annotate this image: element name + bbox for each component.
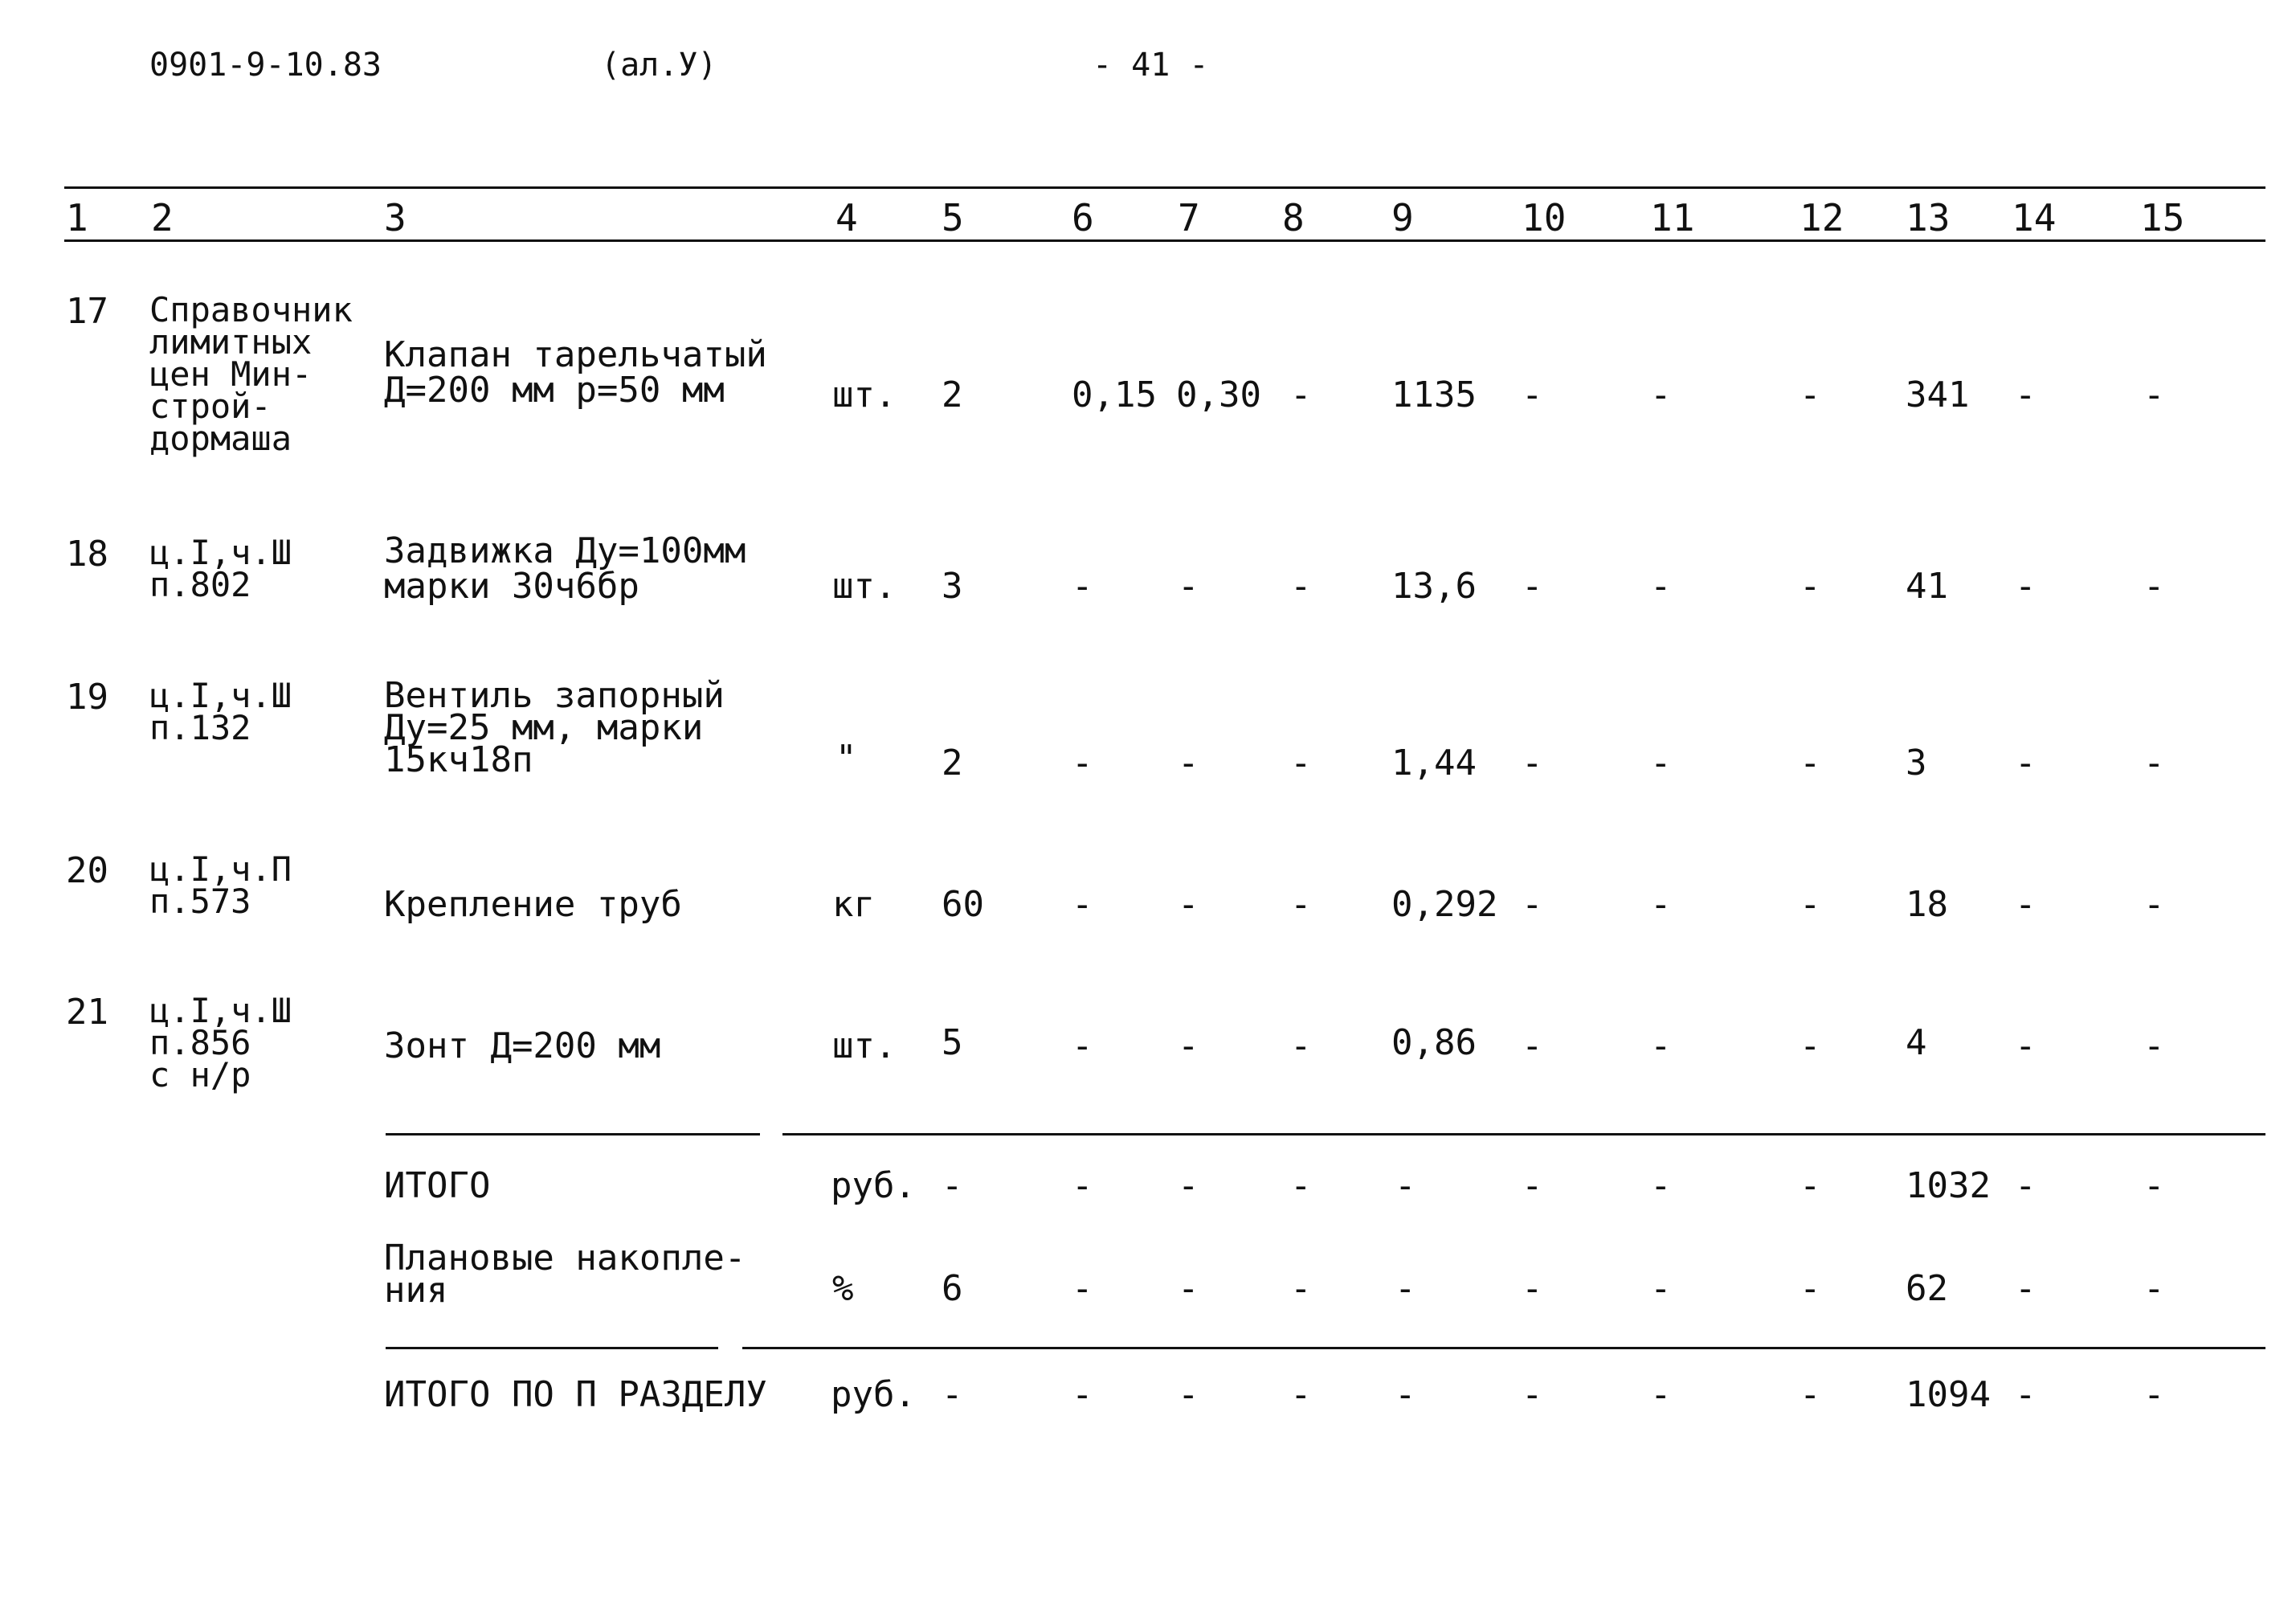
column-5-value: - <box>942 1165 963 1206</box>
row-number: 19 <box>66 677 108 718</box>
total-cost: 3 <box>1906 743 1927 784</box>
column-10-value: - <box>1522 374 1543 415</box>
column-15-value: - <box>2143 374 2165 415</box>
grand-total-rule-right <box>742 1347 2265 1349</box>
row-number: 17 <box>66 291 108 332</box>
total-cost: 341 <box>1906 374 1970 415</box>
column-9-value: - <box>1395 1374 1416 1415</box>
column-12-value: - <box>1800 1268 1821 1309</box>
column-7-value: - <box>1178 743 1199 784</box>
page-header <box>0 47 2296 95</box>
column-12-value: - <box>1800 566 1821 607</box>
column-15-value: - <box>2143 1165 2165 1206</box>
column-14-value: - <box>2015 1165 2037 1206</box>
row-number: 20 <box>66 850 108 891</box>
column-header-15: 15 <box>2140 196 2185 239</box>
column-10-value: - <box>1522 1025 1543 1066</box>
column-14-value: - <box>2015 374 2037 415</box>
price-source: ц.I,ч.Ш п.802 <box>149 533 292 604</box>
column-14-value: - <box>2015 1374 2037 1415</box>
column-header-5: 5 <box>942 196 964 239</box>
column-header-rule <box>64 239 2265 242</box>
column-7-value: - <box>1178 566 1199 607</box>
column-6-value: - <box>1072 566 1093 607</box>
row-number: 21 <box>66 992 108 1033</box>
column-12-value: - <box>1800 1165 1821 1206</box>
unit: руб. <box>831 1374 916 1415</box>
column-6-value: - <box>1072 1268 1093 1309</box>
column-15-value: - <box>2143 1025 2165 1066</box>
column-10-value: - <box>1522 1268 1543 1309</box>
column-15-value: - <box>2143 1268 2165 1309</box>
column-12-value: - <box>1800 743 1821 784</box>
document-code: 0901-9-10.83 <box>149 47 382 84</box>
column-8-value: - <box>1290 884 1312 925</box>
column-15-value: - <box>2143 743 2165 784</box>
column-header-13: 13 <box>1906 196 1951 239</box>
column-14-value: - <box>2015 743 2037 784</box>
column-header-11: 11 <box>1650 196 1695 239</box>
column-11-value: - <box>1650 743 1672 784</box>
column-header-2: 2 <box>151 196 174 239</box>
column-10-value: - <box>1522 566 1543 607</box>
column-header-7: 7 <box>1178 196 1200 239</box>
column-6-value: 0,15 <box>1072 374 1157 415</box>
column-8-value: - <box>1290 566 1312 607</box>
unit-price: 1135 <box>1391 374 1477 415</box>
column-8-value: - <box>1290 1025 1312 1066</box>
grand-total-rule-left <box>386 1347 718 1349</box>
column-11-value: - <box>1650 374 1672 415</box>
subtotal-rule-left <box>386 1133 760 1135</box>
item-name: Вентиль запорный Ду=25 мм, марки 15кч18п <box>384 675 725 780</box>
column-11-value: - <box>1650 1025 1672 1066</box>
column-11-value: - <box>1650 1374 1672 1415</box>
column-15-value: - <box>2143 884 2165 925</box>
column-6-value: - <box>1072 1374 1093 1415</box>
unit: % <box>832 1268 854 1309</box>
column-6-value: - <box>1072 1165 1093 1206</box>
column-7-value: - <box>1178 1374 1199 1415</box>
total-cost: 1032 <box>1906 1165 1991 1206</box>
column-8-value: - <box>1290 1268 1312 1309</box>
subtotal-rule-right <box>782 1133 2265 1135</box>
column-11-value: - <box>1650 566 1672 607</box>
column-6-value: - <box>1072 1025 1093 1066</box>
price-source: ц.I,ч.Ш п.856 с н/р <box>149 991 292 1095</box>
column-header-4: 4 <box>835 196 858 239</box>
column-10-value: - <box>1522 884 1543 925</box>
total-cost: 4 <box>1906 1022 1927 1063</box>
total-cost: 1094 <box>1906 1374 1991 1415</box>
unit-price: 0,292 <box>1391 884 1498 925</box>
column-14-value: - <box>2015 1025 2037 1066</box>
column-8-value: - <box>1290 743 1312 784</box>
column-9-value: - <box>1395 1165 1416 1206</box>
column-7-value: - <box>1178 1025 1199 1066</box>
column-8-value: - <box>1290 374 1312 415</box>
item-name: Зонт Д=200 мм <box>384 1025 661 1066</box>
column-12-value: - <box>1800 374 1821 415</box>
column-10-value: - <box>1522 1165 1543 1206</box>
item-name: Крепление труб <box>384 884 682 925</box>
unit: кг <box>832 884 875 925</box>
total-label: ИТОГО ПО П РАЗДЕЛУ <box>384 1374 767 1415</box>
album-number: (ал.У) <box>601 47 717 84</box>
unit: " <box>835 738 857 779</box>
column-7-value: - <box>1178 1268 1199 1309</box>
column-header-14: 14 <box>2012 196 2057 239</box>
column-5-value: - <box>942 1374 963 1415</box>
total-label: ИТОГО <box>384 1165 491 1206</box>
total-cost: 62 <box>1906 1268 1948 1309</box>
column-8-value: - <box>1290 1374 1312 1415</box>
column-14-value: - <box>2015 1268 2037 1309</box>
column-14-value: - <box>2015 566 2037 607</box>
column-15-value: - <box>2143 1374 2165 1415</box>
column-5-value: 6 <box>942 1268 963 1309</box>
column-12-value: - <box>1800 1025 1821 1066</box>
column-9-value: - <box>1395 1268 1416 1309</box>
item-name: Клапан тарельчатый Д=200 мм р=50 мм <box>384 334 767 411</box>
column-header-6: 6 <box>1072 196 1094 239</box>
quantity: 5 <box>942 1022 963 1063</box>
row-number: 18 <box>66 534 108 575</box>
column-8-value: - <box>1290 1165 1312 1206</box>
table-top-rule <box>64 186 2265 189</box>
item-name: Задвижка Ду=100мм марки 30ч6бр <box>384 530 746 607</box>
total-label: Плановые накопле- ния <box>384 1238 746 1311</box>
column-header-3: 3 <box>384 196 406 239</box>
column-7-value: 0,30 <box>1176 374 1261 415</box>
column-14-value: - <box>2015 884 2037 925</box>
column-header-12: 12 <box>1800 196 1845 239</box>
column-6-value: - <box>1072 743 1093 784</box>
column-15-value: - <box>2143 566 2165 607</box>
quantity: 2 <box>942 743 963 784</box>
column-header-9: 9 <box>1391 196 1414 239</box>
unit: руб. <box>831 1165 916 1206</box>
unit-price: 0,86 <box>1391 1022 1477 1063</box>
column-10-value: - <box>1522 1374 1543 1415</box>
total-cost: 41 <box>1906 566 1948 607</box>
unit: шт. <box>832 1025 897 1066</box>
column-10-value: - <box>1522 743 1543 784</box>
column-header-10: 10 <box>1522 196 1567 239</box>
column-12-value: - <box>1800 1374 1821 1415</box>
price-source: ц.I,ч.Ш п.132 <box>149 676 292 747</box>
unit: шт. <box>832 566 897 607</box>
column-7-value: - <box>1178 1165 1199 1206</box>
unit: шт. <box>832 374 897 415</box>
column-11-value: - <box>1650 1165 1672 1206</box>
price-source: ц.I,ч.П п.573 <box>149 849 292 921</box>
page-number: - 41 - <box>1093 47 1209 84</box>
quantity: 2 <box>942 374 963 415</box>
unit-price: 13,6 <box>1391 566 1477 607</box>
total-cost: 18 <box>1906 884 1948 925</box>
column-11-value: - <box>1650 1268 1672 1309</box>
quantity: 60 <box>942 884 984 925</box>
column-header-8: 8 <box>1282 196 1305 239</box>
column-7-value: - <box>1178 884 1199 925</box>
column-header-1: 1 <box>66 196 88 239</box>
unit-price: 1,44 <box>1391 743 1477 784</box>
quantity: 3 <box>942 566 963 607</box>
column-12-value: - <box>1800 884 1821 925</box>
price-source: Справочник лимитных цен Мин- строй- дормаша <box>149 290 353 458</box>
column-6-value: - <box>1072 884 1093 925</box>
column-11-value: - <box>1650 884 1672 925</box>
